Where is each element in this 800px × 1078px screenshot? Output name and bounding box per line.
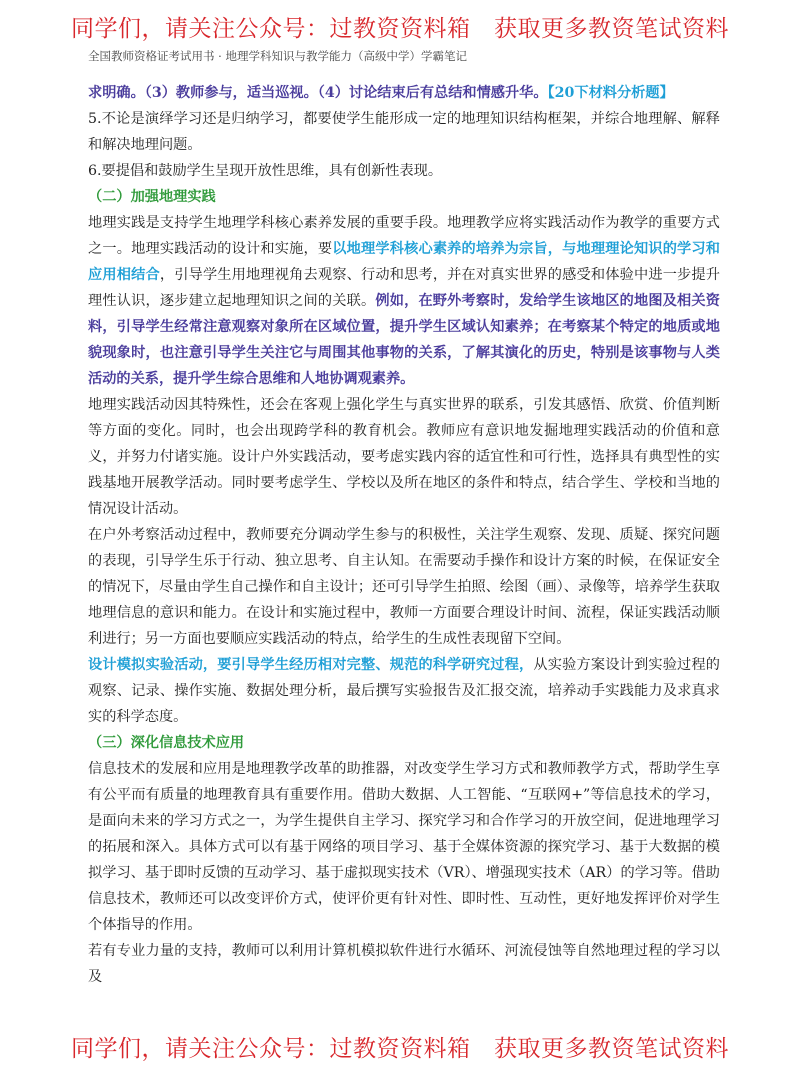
section-heading-practice: （二）加强地理实践 (88, 189, 216, 205)
highlight-text: 求明确。（3）教师参与，适当巡视。（4）讨论结束后有总结和情感升华。 (88, 85, 548, 101)
paragraph-point-5: 5.不论是演绎学习还是归纳学习，都要使学生能形成一定的地理知识结构框架，并综合地理解、解释和解决地理问题。 (88, 111, 720, 153)
highlight-text: 以地理学科核心素养的培养为宗旨，与地理理论知识的学习和应用相结合 (88, 241, 720, 283)
highlight-text: 设计模拟实验活动，要引导学生经历相对完整、规范的科学研究过程， (88, 657, 534, 673)
paragraph-continued (88, 80, 720, 106)
paragraph-practice-intro (88, 210, 720, 392)
paragraph-point-6: 6.要提倡和鼓励学生呈现开放性思维，具有创新性表现。 (88, 163, 443, 179)
highlight-text: 例如，在野外考察时，发给学生该地区的地图及相关资料，引导学生经常注意观察对象所在区域位置，提升学生区域认知素养；在考察某个特定的地质或地貌现象时，也注意引导学生关注它与周围其他事物的关系，了解其演化的历史，特别是该事物与人类活动的关系，提升学生综合思维和人地协调观素养。 (88, 293, 720, 387)
running-head: 全国教师资格证考试用书 · 地理学科知识与教学能力（高级中学）学霸笔记 (88, 49, 467, 63)
page-body (88, 80, 720, 990)
body-text: 地理实践是支持学生地理学科核心素养发展的重要手段。地理教学应将实践活动作为教学的重要方式之一。地理实践活动的设计和实施，要 (88, 215, 720, 257)
paragraph-simulation-software: 若有专业力量的支持，教师可以利用计算机模拟软件进行水循环、河流侵蚀等自然地理过程的学习以及 (88, 943, 720, 985)
paragraph-simulation (88, 652, 720, 730)
bottom-promo-banner: 同学们，请关注公众号：过教资资料箱 获取更多教资笔试资料 (71, 1036, 729, 1062)
body-text: 从实验方案设计到实验过程的观察、记录、操作实施、数据处理分析，最后撰写实验报告及汇报交流，培养动手实践能力及求真求实的科学态度。 (88, 657, 720, 725)
exam-tag: 【20下材料分析题】 (547, 85, 674, 101)
paragraph-practice-features: 地理实践活动因其特殊性，还会在客观上强化学生与真实世界的联系，引发其感悟、欣赏、价值判断等方面的变化。同时，也会出现跨学科的教育机会。教师应有意识地发掘地理实践活动的价值和意义，并努力付诸实施。设计户外实践活动，要考虑实践内容的适宜性和可行性，选择具有典型性的实践基地开展教学活动。同时要考虑学生、学校以及所在地区的条件和特点，结合学生、学校和当地的情况设计活动。 (88, 397, 720, 517)
paragraph-it-application: 信息技术的发展和应用是地理教学改革的助推器，对改变学生学习方式和教师教学方式，帮助学生享有公平而有质量的地理教育具有重要作用。借助大数据、人工智能、“互联网+”等信息技术的学习，是面向未来的学习方式之一，为学生提供自主学习、探究学习和合作学习的开放空间，促进地理学习的拓展和深入。具体方式可以有基于网络的项目学习、基于全媒体资源的探究学习、基于大数据的模拟学习、基于即时反馈的互动学习、基于虚拟现实技术（VR）、增强现实技术（AR）的学习等。借助信息技术，教师还可以改变评价方式，使评价更有针对性、即时性、互动性，更好地发挥评价对学生个体指导的作用。 (88, 761, 720, 933)
paragraph-outdoor-activities: 在户外考察活动过程中，教师要充分调动学生参与的积极性，关注学生观察、发现、质疑、探究问题的表现，引导学生乐于行动、独立思考、自主认知。在需要动手操作和设计方案的时候，在保证安全的情况下，尽量由学生自己操作和自主设计；还可引导学生拍照、绘图（画）、录像等，培养学生获取地理信息的意识和能力。在设计和实施过程中，教师一方面要合理设计时间、流程，保证实践活动顺利进行；另一方面也要顺应实践活动的特点，给学生的生成性表现留下空间。 (88, 527, 720, 647)
body-text: ，引导学生用地理视角去观察、行动和思考，并在对真实世界的感受和体验中进一步提升理性认识，逐步建立起地理知识之间的关联。 (88, 267, 720, 309)
section-heading-it: （三）深化信息技术应用 (88, 735, 245, 751)
top-promo-banner: 同学们，请关注公众号：过教资资料箱 获取更多教资笔试资料 (71, 16, 729, 42)
